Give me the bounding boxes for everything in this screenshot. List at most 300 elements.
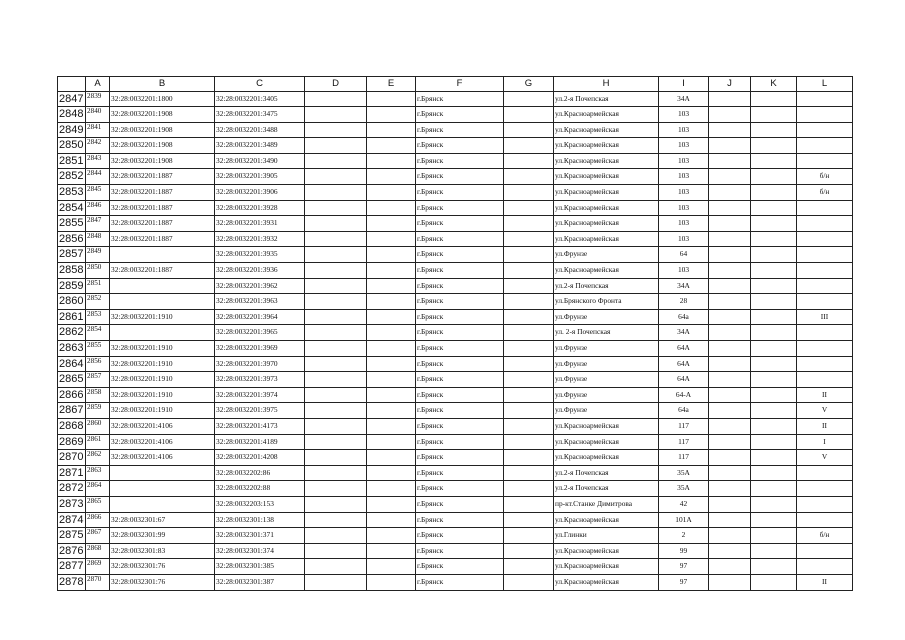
cell-h[interactable]: ул.Красноармейская [554,543,659,559]
cell-f[interactable]: г.Брянск [416,465,504,481]
cell-f[interactable]: г.Брянск [416,434,504,450]
cell-i[interactable]: 103 [659,122,709,138]
cell-j[interactable] [709,309,751,325]
cell-c[interactable]: 32:28:0032201:4173 [215,418,305,434]
cell-e[interactable] [367,325,416,341]
cell-i[interactable]: 64а [659,403,709,419]
cell-f[interactable]: г.Брянск [416,574,504,590]
cell-j[interactable] [709,574,751,590]
cell-a[interactable]: 2870 [86,574,110,590]
cell-d[interactable] [305,169,367,185]
cell-g[interactable] [504,512,554,528]
cell-a[interactable]: 2861 [86,434,110,450]
cell-i[interactable]: 103 [659,231,709,247]
cell-g[interactable] [504,434,554,450]
cell-b[interactable]: 32:28:0032201:1887 [110,200,215,216]
cell-a[interactable]: 2853 [86,309,110,325]
cell-h[interactable]: ул.Красноармейская [554,450,659,466]
cell-l[interactable] [797,341,853,357]
cell-f[interactable]: г.Брянск [416,450,504,466]
cell-b[interactable]: 32:28:0032201:1908 [110,122,215,138]
cell-l[interactable]: V [797,450,853,466]
cell-l[interactable] [797,372,853,388]
cell-c[interactable]: 32:28:0032202:88 [215,481,305,497]
cell-j[interactable] [709,107,751,123]
cell-l[interactable]: б/н [797,528,853,544]
cell-c[interactable]: 32:28:0032201:3475 [215,107,305,123]
cell-f[interactable]: г.Брянск [416,403,504,419]
cell-e[interactable] [367,356,416,372]
cell-b[interactable]: 32:28:0032201:4106 [110,434,215,450]
cell-g[interactable] [504,294,554,310]
cell-j[interactable] [709,403,751,419]
cell-a[interactable]: 2842 [86,138,110,154]
cell-j[interactable] [709,341,751,357]
cell-e[interactable] [367,216,416,232]
cell-c[interactable]: 32:28:0032301:374 [215,543,305,559]
corner-cell[interactable] [58,77,86,92]
cell-h[interactable]: ул.2-я Почепская [554,465,659,481]
cell-k[interactable] [751,418,797,434]
cell-f[interactable]: г.Брянск [416,325,504,341]
cell-a[interactable]: 2840 [86,107,110,123]
cell-k[interactable] [751,153,797,169]
cell-b[interactable]: 32:28:0032201:1910 [110,309,215,325]
cell-k[interactable] [751,138,797,154]
cell-c[interactable]: 32:28:0032201:3932 [215,231,305,247]
cell-h[interactable]: ул.Красноармейская [554,231,659,247]
cell-f[interactable]: г.Брянск [416,418,504,434]
cell-a[interactable]: 2863 [86,465,110,481]
cell-k[interactable] [751,200,797,216]
cell-c[interactable]: 32:28:0032301:387 [215,574,305,590]
cell-k[interactable] [751,169,797,185]
cell-a[interactable]: 2839 [86,91,110,107]
cell-c[interactable]: 32:28:0032201:3928 [215,200,305,216]
cell-h[interactable]: ул.Фрунзе [554,387,659,403]
cell-j[interactable] [709,122,751,138]
cell-l[interactable] [797,512,853,528]
cell-f[interactable]: г.Брянск [416,153,504,169]
cell-h[interactable]: ул.Красноармейская [554,185,659,201]
cell-a[interactable]: 2858 [86,387,110,403]
cell-d[interactable] [305,465,367,481]
cell-k[interactable] [751,496,797,512]
cell-e[interactable] [367,496,416,512]
cell-f[interactable]: г.Брянск [416,169,504,185]
cell-d[interactable] [305,403,367,419]
cell-e[interactable] [367,372,416,388]
cell-c[interactable]: 32:28:0032203:153 [215,496,305,512]
cell-b[interactable] [110,294,215,310]
cell-j[interactable] [709,356,751,372]
cell-c[interactable]: 32:28:0032201:3936 [215,263,305,279]
column-header-l[interactable]: L [797,77,853,92]
cell-c[interactable]: 32:28:0032201:3488 [215,122,305,138]
cell-g[interactable] [504,418,554,434]
cell-c[interactable]: 32:28:0032201:3906 [215,185,305,201]
cell-b[interactable]: 32:28:0032201:1887 [110,169,215,185]
column-header-a[interactable]: A [86,77,110,92]
cell-d[interactable] [305,341,367,357]
cell-d[interactable] [305,387,367,403]
cell-l[interactable] [797,481,853,497]
cell-h[interactable]: ул. 2-я Почепская [554,325,659,341]
cell-d[interactable] [305,496,367,512]
cell-k[interactable] [751,294,797,310]
cell-b[interactable]: 32:28:0032201:1910 [110,387,215,403]
cell-k[interactable] [751,325,797,341]
cell-c[interactable]: 32:28:0032202:86 [215,465,305,481]
cell-g[interactable] [504,122,554,138]
cell-f[interactable]: г.Брянск [416,216,504,232]
cell-j[interactable] [709,543,751,559]
cell-i[interactable]: 103 [659,107,709,123]
cell-e[interactable] [367,512,416,528]
cell-k[interactable] [751,247,797,263]
cell-l[interactable] [797,153,853,169]
cell-f[interactable]: г.Брянск [416,559,504,575]
cell-l[interactable] [797,138,853,154]
cell-j[interactable] [709,418,751,434]
cell-d[interactable] [305,107,367,123]
cell-a[interactable]: 2862 [86,450,110,466]
cell-j[interactable] [709,216,751,232]
cell-a[interactable]: 2850 [86,263,110,279]
cell-a[interactable]: 2845 [86,185,110,201]
cell-g[interactable] [504,169,554,185]
cell-g[interactable] [504,465,554,481]
cell-b[interactable]: 32:28:0032201:1887 [110,216,215,232]
cell-l[interactable] [797,200,853,216]
cell-h[interactable]: ул.Фрунзе [554,403,659,419]
cell-f[interactable]: г.Брянск [416,263,504,279]
cell-a[interactable]: 2851 [86,278,110,294]
cell-e[interactable] [367,387,416,403]
cell-k[interactable] [751,481,797,497]
cell-a[interactable]: 2860 [86,418,110,434]
cell-d[interactable] [305,528,367,544]
cell-j[interactable] [709,138,751,154]
cell-j[interactable] [709,325,751,341]
cell-c[interactable]: 32:28:0032201:3973 [215,372,305,388]
cell-f[interactable]: г.Брянск [416,496,504,512]
cell-b[interactable]: 32:28:0032201:4106 [110,418,215,434]
cell-i[interactable]: 64-А [659,387,709,403]
cell-b[interactable] [110,278,215,294]
cell-i[interactable]: 103 [659,216,709,232]
cell-i[interactable]: 103 [659,138,709,154]
cell-e[interactable] [367,481,416,497]
cell-i[interactable]: 99 [659,543,709,559]
cell-l[interactable] [797,465,853,481]
cell-e[interactable] [367,153,416,169]
cell-d[interactable] [305,372,367,388]
cell-j[interactable] [709,263,751,279]
cell-c[interactable]: 32:28:0032201:3965 [215,325,305,341]
cell-f[interactable]: г.Брянск [416,356,504,372]
cell-h[interactable]: ул.Фрунзе [554,341,659,357]
cell-g[interactable] [504,403,554,419]
cell-i[interactable]: 64А [659,341,709,357]
cell-b[interactable]: 32:28:0032201:1887 [110,231,215,247]
cell-e[interactable] [367,294,416,310]
cell-c[interactable]: 32:28:0032201:3962 [215,278,305,294]
cell-h[interactable]: ул.2-я Почепская [554,91,659,107]
cell-i[interactable]: 117 [659,434,709,450]
cell-k[interactable] [751,528,797,544]
cell-h[interactable]: ул.Красноармейская [554,559,659,575]
cell-l[interactable] [797,122,853,138]
cell-c[interactable]: 32:28:0032201:3969 [215,341,305,357]
cell-i[interactable]: 103 [659,263,709,279]
cell-a[interactable]: 2855 [86,341,110,357]
cell-b[interactable]: 32:28:0032201:1887 [110,263,215,279]
cell-i[interactable]: 103 [659,185,709,201]
cell-b[interactable]: 32:28:0032201:1887 [110,185,215,201]
cell-l[interactable] [797,107,853,123]
cell-e[interactable] [367,91,416,107]
cell-g[interactable] [504,91,554,107]
column-header-g[interactable]: G [504,77,554,92]
cell-a[interactable]: 2848 [86,231,110,247]
cell-h[interactable]: ул.Фрунзе [554,309,659,325]
cell-c[interactable]: 32:28:0032301:138 [215,512,305,528]
cell-e[interactable] [367,185,416,201]
cell-h[interactable]: ул.Фрунзе [554,372,659,388]
cell-j[interactable] [709,91,751,107]
column-header-j[interactable]: J [709,77,751,92]
cell-h[interactable]: ул.Красноармейская [554,574,659,590]
cell-d[interactable] [305,481,367,497]
cell-g[interactable] [504,325,554,341]
cell-i[interactable]: 34А [659,91,709,107]
cell-c[interactable]: 32:28:0032301:371 [215,528,305,544]
cell-l[interactable]: II [797,387,853,403]
cell-g[interactable] [504,153,554,169]
cell-i[interactable]: 103 [659,169,709,185]
column-header-i[interactable]: I [659,77,709,92]
cell-f[interactable]: г.Брянск [416,122,504,138]
cell-i[interactable]: 34А [659,325,709,341]
cell-h[interactable]: ул.Красноармейская [554,107,659,123]
cell-k[interactable] [751,341,797,357]
cell-e[interactable] [367,247,416,263]
cell-j[interactable] [709,559,751,575]
cell-f[interactable]: г.Брянск [416,341,504,357]
cell-e[interactable] [367,574,416,590]
cell-b[interactable]: 32:28:0032301:76 [110,559,215,575]
cell-j[interactable] [709,153,751,169]
cell-b[interactable]: 32:28:0032301:83 [110,543,215,559]
cell-d[interactable] [305,309,367,325]
cell-j[interactable] [709,434,751,450]
cell-k[interactable] [751,450,797,466]
cell-c[interactable]: 32:28:0032201:4189 [215,434,305,450]
cell-g[interactable] [504,559,554,575]
cell-k[interactable] [751,309,797,325]
cell-g[interactable] [504,387,554,403]
cell-c[interactable]: 32:28:0032201:3490 [215,153,305,169]
cell-h[interactable]: ул.Глинки [554,528,659,544]
cell-f[interactable]: г.Брянск [416,372,504,388]
cell-d[interactable] [305,559,367,575]
cell-e[interactable] [367,278,416,294]
cell-i[interactable]: 42 [659,496,709,512]
cell-d[interactable] [305,450,367,466]
cell-h[interactable]: ул.Красноармейская [554,138,659,154]
cell-d[interactable] [305,153,367,169]
cell-j[interactable] [709,278,751,294]
cell-a[interactable]: 2847 [86,216,110,232]
cell-b[interactable] [110,465,215,481]
cell-j[interactable] [709,465,751,481]
cell-i[interactable]: 117 [659,418,709,434]
cell-d[interactable] [305,185,367,201]
cell-e[interactable] [367,341,416,357]
cell-e[interactable] [367,434,416,450]
cell-l[interactable] [797,294,853,310]
cell-k[interactable] [751,465,797,481]
cell-a[interactable]: 2865 [86,496,110,512]
cell-b[interactable]: 32:28:0032201:1800 [110,91,215,107]
cell-j[interactable] [709,169,751,185]
cell-k[interactable] [751,403,797,419]
cell-l[interactable] [797,247,853,263]
cell-d[interactable] [305,200,367,216]
cell-j[interactable] [709,185,751,201]
cell-f[interactable]: г.Брянск [416,528,504,544]
cell-e[interactable] [367,231,416,247]
cell-l[interactable]: II [797,574,853,590]
cell-a[interactable]: 2849 [86,247,110,263]
cell-f[interactable]: г.Брянск [416,543,504,559]
cell-c[interactable]: 32:28:0032201:3931 [215,216,305,232]
cell-i[interactable]: 35А [659,481,709,497]
cell-j[interactable] [709,387,751,403]
column-header-f[interactable]: F [416,77,504,92]
cell-e[interactable] [367,528,416,544]
cell-k[interactable] [751,91,797,107]
cell-f[interactable]: г.Брянск [416,481,504,497]
cell-l[interactable]: б/н [797,185,853,201]
cell-g[interactable] [504,138,554,154]
cell-k[interactable] [751,434,797,450]
cell-i[interactable]: 117 [659,450,709,466]
cell-f[interactable]: г.Брянск [416,387,504,403]
cell-e[interactable] [367,138,416,154]
cell-k[interactable] [751,559,797,575]
cell-i[interactable]: 2 [659,528,709,544]
cell-i[interactable]: 35А [659,465,709,481]
cell-f[interactable]: г.Брянск [416,294,504,310]
cell-a[interactable]: 2843 [86,153,110,169]
cell-c[interactable]: 32:28:0032201:3970 [215,356,305,372]
cell-e[interactable] [367,450,416,466]
cell-g[interactable] [504,356,554,372]
cell-k[interactable] [751,122,797,138]
cell-i[interactable]: 64 [659,247,709,263]
cell-h[interactable]: ул.Красноармейская [554,200,659,216]
cell-j[interactable] [709,450,751,466]
cell-e[interactable] [367,122,416,138]
cell-d[interactable] [305,512,367,528]
cell-b[interactable]: 32:28:0032301:67 [110,512,215,528]
cell-a[interactable]: 2841 [86,122,110,138]
cell-l[interactable] [797,91,853,107]
cell-e[interactable] [367,263,416,279]
cell-c[interactable]: 32:28:0032201:4208 [215,450,305,466]
cell-l[interactable] [797,231,853,247]
cell-d[interactable] [305,122,367,138]
cell-d[interactable] [305,231,367,247]
cell-d[interactable] [305,247,367,263]
cell-b[interactable]: 32:28:0032201:1908 [110,107,215,123]
cell-f[interactable]: г.Брянск [416,278,504,294]
cell-b[interactable]: 32:28:0032201:1908 [110,153,215,169]
cell-e[interactable] [367,403,416,419]
cell-k[interactable] [751,372,797,388]
cell-i[interactable]: 103 [659,153,709,169]
cell-i[interactable]: 64А [659,372,709,388]
cell-e[interactable] [367,107,416,123]
cell-a[interactable]: 2852 [86,294,110,310]
cell-g[interactable] [504,450,554,466]
cell-g[interactable] [504,372,554,388]
cell-j[interactable] [709,247,751,263]
cell-c[interactable]: 32:28:0032301:385 [215,559,305,575]
cell-b[interactable]: 32:28:0032201:1910 [110,341,215,357]
cell-g[interactable] [504,481,554,497]
cell-a[interactable]: 2857 [86,372,110,388]
cell-h[interactable]: ул.Красноармейская [554,122,659,138]
cell-j[interactable] [709,512,751,528]
cell-b[interactable] [110,481,215,497]
cell-j[interactable] [709,200,751,216]
cell-j[interactable] [709,231,751,247]
cell-i[interactable]: 34А [659,278,709,294]
cell-g[interactable] [504,231,554,247]
cell-k[interactable] [751,387,797,403]
cell-l[interactable]: I [797,434,853,450]
cell-d[interactable] [305,294,367,310]
cell-a[interactable]: 2866 [86,512,110,528]
cell-g[interactable] [504,216,554,232]
cell-l[interactable] [797,216,853,232]
cell-l[interactable] [797,263,853,279]
cell-b[interactable]: 32:28:0032301:76 [110,574,215,590]
cell-d[interactable] [305,91,367,107]
cell-a[interactable]: 2856 [86,356,110,372]
cell-l[interactable] [797,356,853,372]
cell-e[interactable] [367,200,416,216]
cell-d[interactable] [305,356,367,372]
cell-c[interactable]: 32:28:0032201:3905 [215,169,305,185]
cell-b[interactable] [110,247,215,263]
cell-h[interactable]: пр-кт.Станке Димитрова [554,496,659,512]
cell-a[interactable]: 2869 [86,559,110,575]
cell-i[interactable]: 28 [659,294,709,310]
cell-h[interactable]: ул.Красноармейская [554,434,659,450]
cell-b[interactable]: 32:28:0032301:99 [110,528,215,544]
cell-g[interactable] [504,543,554,559]
cell-h[interactable]: ул.Фрунзе [554,356,659,372]
cell-g[interactable] [504,528,554,544]
cell-f[interactable]: г.Брянск [416,309,504,325]
cell-i[interactable]: 97 [659,559,709,575]
cell-h[interactable]: ул.Брянского Фронта [554,294,659,310]
cell-c[interactable]: 32:28:0032201:3405 [215,91,305,107]
